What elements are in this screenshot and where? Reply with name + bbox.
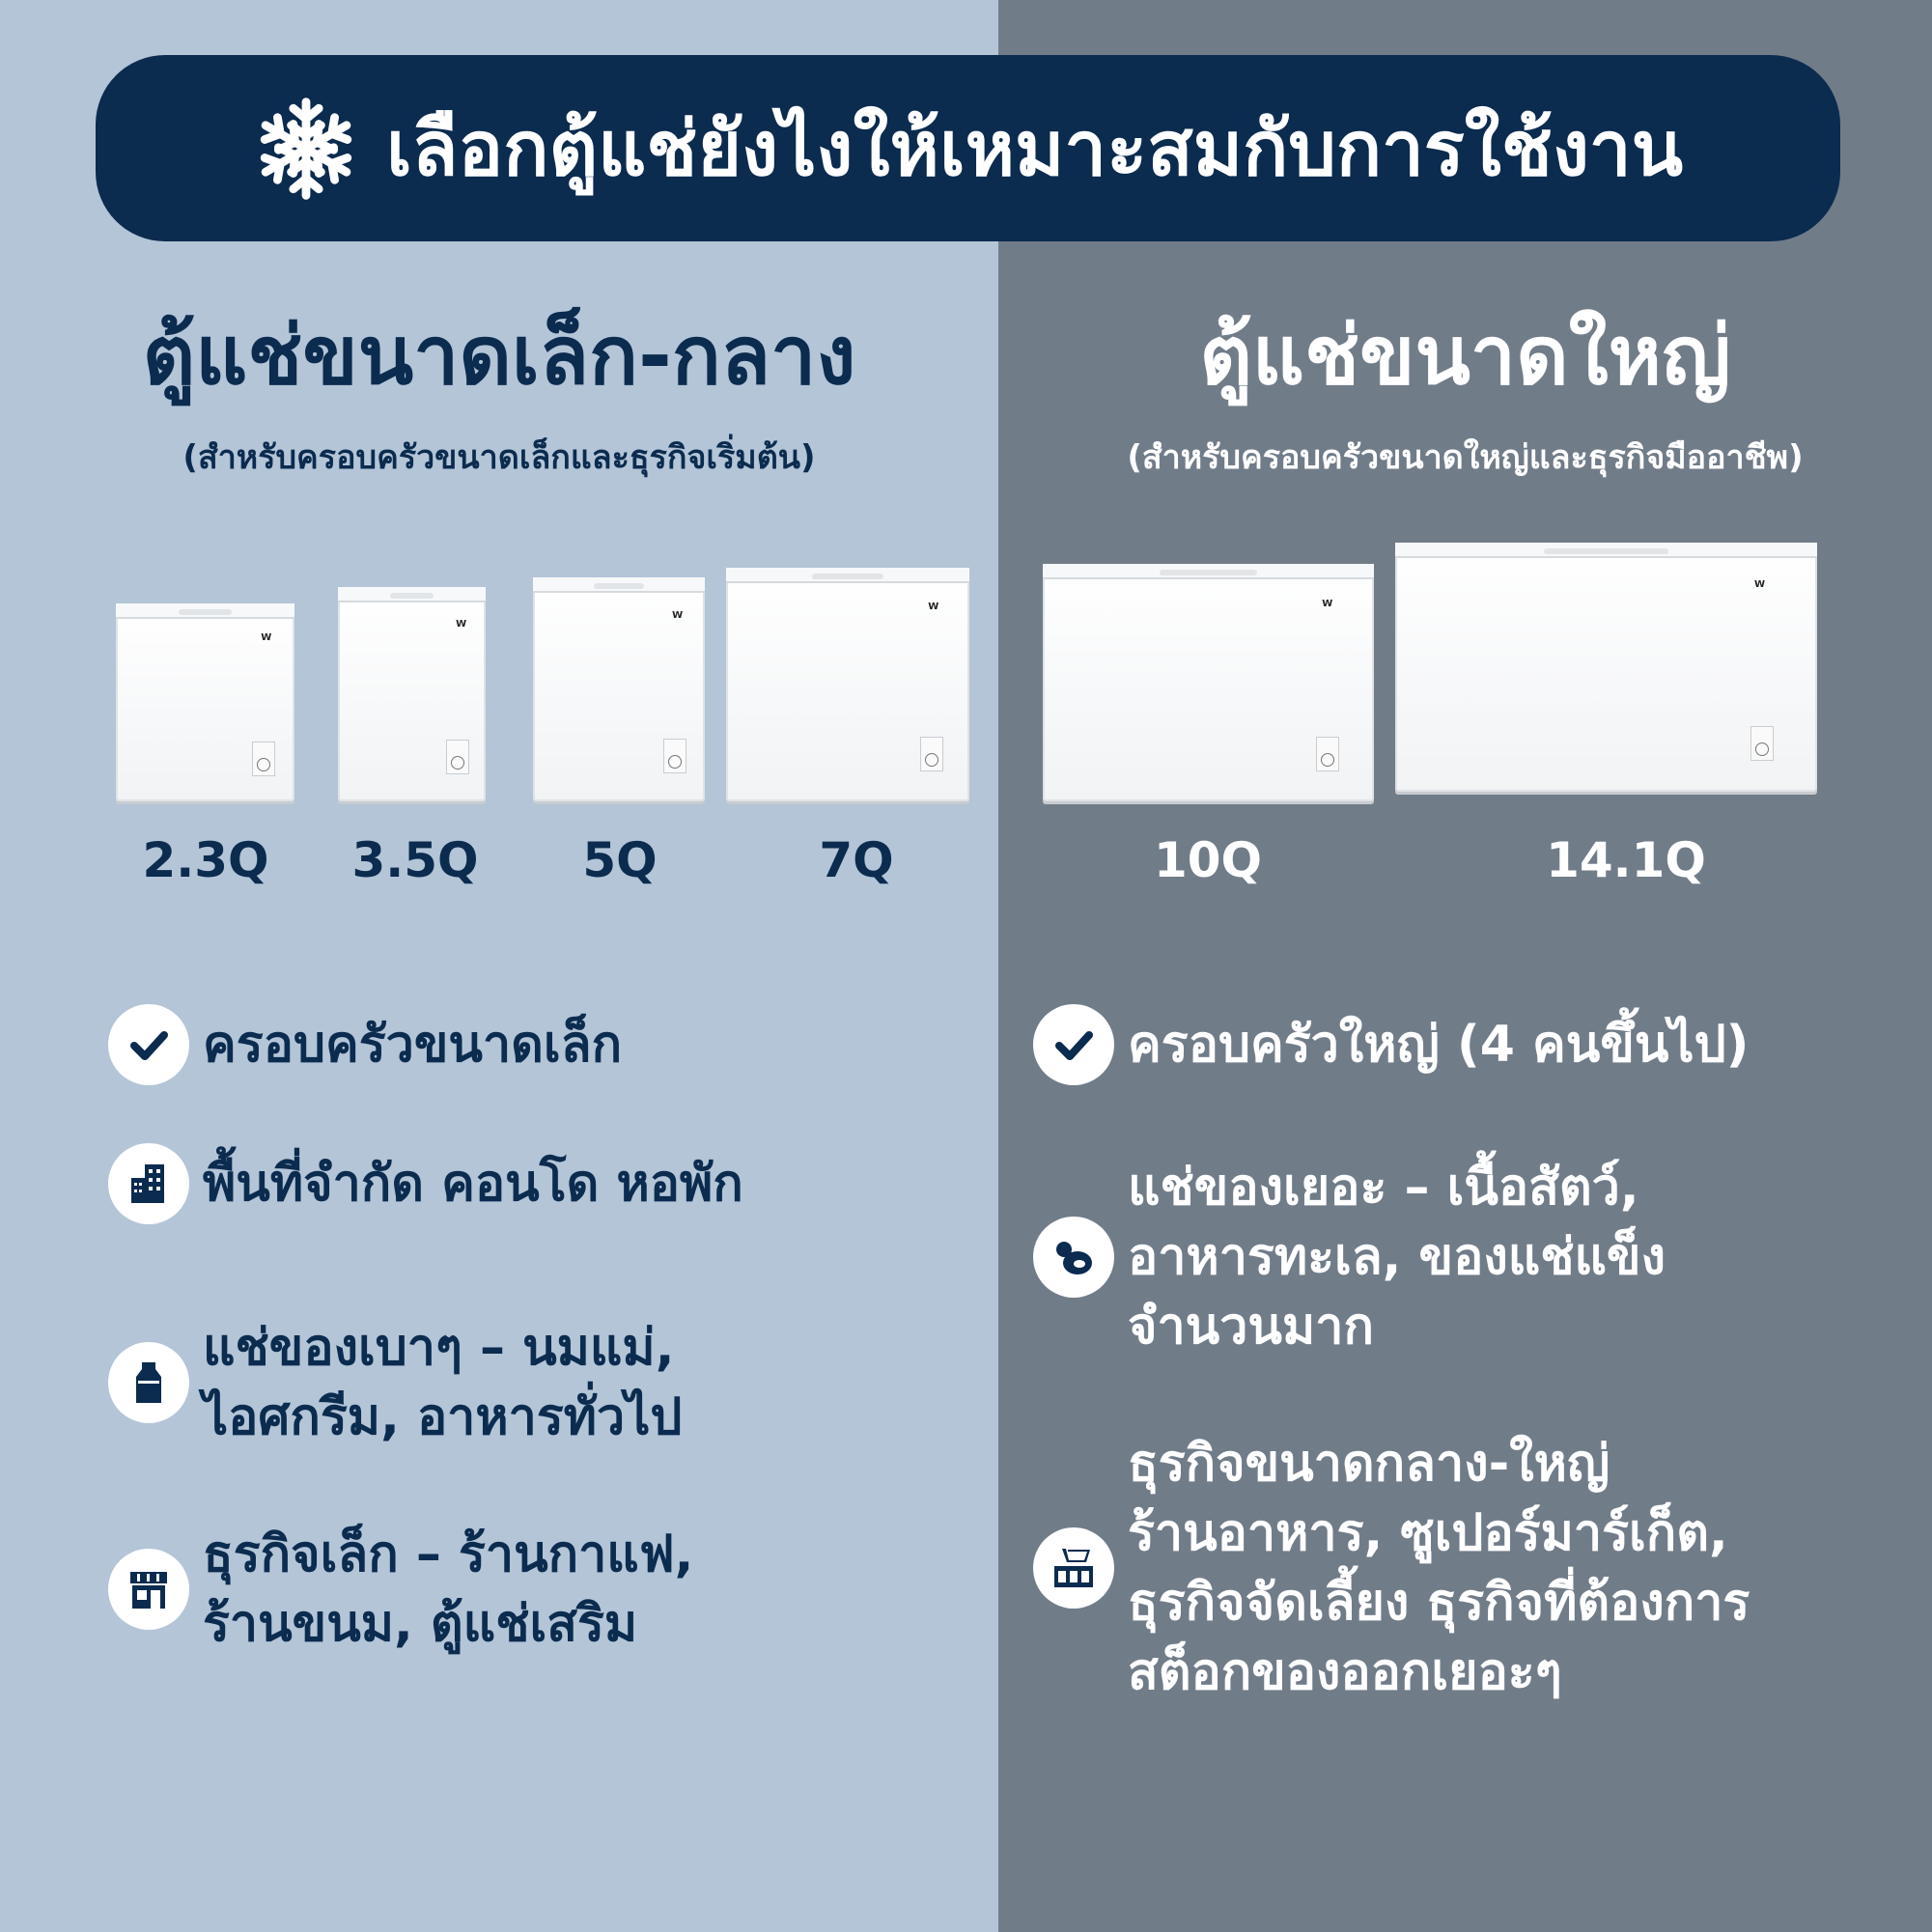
feature-small-family bbox=[108, 1004, 622, 1085]
freezer-image-2-3q: W bbox=[116, 603, 294, 801]
size-label: 14.1Q bbox=[1546, 832, 1706, 888]
left-heading: ตู้แช่ขนาดเล็ก-กลาง bbox=[142, 308, 856, 403]
left-subheading: (สำหรับครอบครัวขนาดเล็กและธุรกิจเริ่มต้น) bbox=[182, 438, 816, 477]
feature-text: ร้านขนม, ตู้แช่เสริม bbox=[203, 1595, 638, 1653]
feature-text: แช่ของเบาๆ – นมแม่, bbox=[203, 1319, 675, 1377]
feature-text: ธุรกิจเล็ก – ร้านกาแฟ, bbox=[203, 1526, 694, 1583]
page-title: เลือกตู้แช่ยังไงให้เหมาะสมกับการใช้งาน bbox=[385, 105, 1684, 193]
feature-large-family bbox=[1033, 1004, 1749, 1085]
feature-limited-space bbox=[108, 1143, 743, 1224]
size-label: 7Q bbox=[819, 832, 894, 888]
feature-text: จำนวนมาก bbox=[1128, 1298, 1374, 1356]
shop-icon bbox=[108, 1549, 189, 1630]
right-subheading: (สำหรับครอบครัวขนาดใหญ่และธุรกิจมืออาชีพ) bbox=[1127, 438, 1804, 477]
feature-text: อาหารทะเล, ของแช่แข็ง bbox=[1128, 1228, 1666, 1286]
supermarket-icon bbox=[1033, 1527, 1114, 1609]
building-icon bbox=[108, 1143, 189, 1224]
feature-text: พื้นที่จำกัด คอนโด หอพัก bbox=[203, 1155, 743, 1213]
size-label: 2.3Q bbox=[142, 832, 269, 888]
size-label: 5Q bbox=[582, 832, 658, 888]
feature-text: ร้านอาหาร, ซูเปอร์มาร์เก็ต, bbox=[1128, 1504, 1728, 1562]
freezer-image-3-5q: W bbox=[338, 587, 486, 801]
feature-text: ไอศกรีม, อาหารทั่วไป bbox=[203, 1388, 683, 1446]
snowflake-icon bbox=[253, 96, 359, 202]
freezer-image-14-1q: W bbox=[1395, 543, 1817, 792]
feature-small-business bbox=[108, 1520, 693, 1659]
feature-text: ธุรกิจจัดเลี้ยง ธุรกิจที่ต้องการ bbox=[1128, 1574, 1750, 1632]
size-label: 10Q bbox=[1153, 832, 1263, 888]
feature-text: แช่ของเยอะ – เนื้อสัตว์, bbox=[1128, 1159, 1639, 1217]
freezer-image-10q: W bbox=[1043, 564, 1374, 801]
feature-text: ครอบครัวขนาดเล็ก bbox=[203, 1016, 623, 1074]
feature-text: ธุรกิจขนาดกลาง-ใหญ่ bbox=[1128, 1435, 1610, 1493]
right-heading: ตู้แช่ขนาดใหญ่ bbox=[1199, 308, 1731, 403]
feature-large-business bbox=[1033, 1429, 1750, 1707]
freezer-image-5q: W bbox=[533, 577, 705, 801]
feature-text: สต็อกของออกเยอะๆ bbox=[1128, 1643, 1562, 1701]
milk-bottle-icon bbox=[108, 1342, 189, 1423]
feature-text: ครอบครัวใหญ่ (4 คนขึ้นไป) bbox=[1128, 1016, 1750, 1074]
feature-bulk-storage bbox=[1033, 1153, 1666, 1361]
title-banner bbox=[96, 55, 1840, 241]
feature-light-storage bbox=[108, 1313, 682, 1452]
meat-icon bbox=[1033, 1217, 1114, 1298]
check-icon bbox=[1033, 1004, 1114, 1085]
check-icon bbox=[108, 1004, 189, 1085]
size-label: 3.5Q bbox=[351, 832, 479, 888]
freezer-image-7q: W bbox=[726, 568, 969, 801]
